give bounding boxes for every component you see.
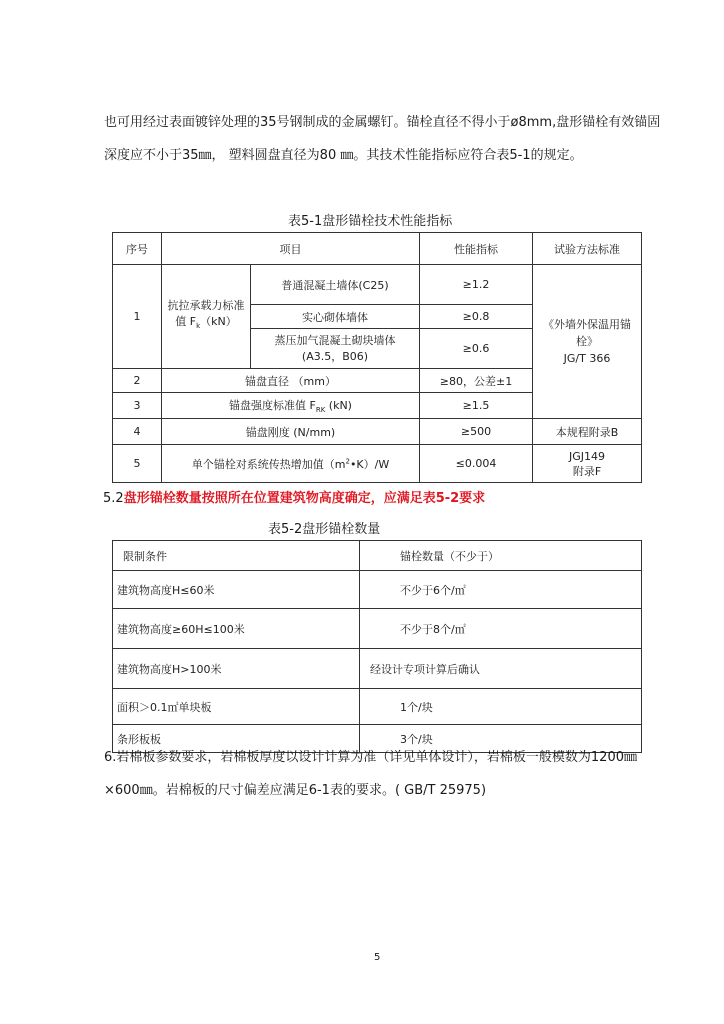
row1-subrow-value: ≥0.6 — [420, 329, 533, 369]
row1-label: 抗拉承载力标准值 $F_k(kN)$ — [162, 265, 251, 369]
count-cell: 不少于8个/㎡ — [360, 609, 642, 649]
table-row — [113, 571, 642, 609]
count-cell: 3个/块 — [360, 725, 642, 753]
table1-caption: 表5-1盘形锚栓技术性能指标 — [288, 214, 453, 229]
condition-cell: 建筑物高度H≤60米 — [113, 571, 360, 609]
header-item: 项目 — [162, 233, 420, 265]
anchor-performance-table — [112, 232, 642, 483]
row5-name: 单个锚栓对系统传热增加值$(m^2•K)/W$ — [162, 445, 420, 483]
header-no: 序号 — [113, 233, 162, 265]
row1-subrow-value: ≥0.8 — [420, 305, 533, 329]
section-5-2-heading: 5.2盘形锚栓数量按照所在位置建筑物高度确定，应满足表5-2要求 — [103, 491, 486, 506]
row1-subrow-name: 实心砌体墙体 — [251, 305, 420, 329]
row1-subrow-name: 普通混凝土墙体(C25) — [251, 265, 420, 305]
row1-subrow-value: ≥1.2 — [420, 265, 533, 305]
count-cell: 1个/块 — [360, 689, 642, 725]
row5-method: JGJ149 附录F — [533, 445, 642, 483]
row1-subrow-name: 蒸压加气混凝土砌块墙体 (A3.5，B06) — [251, 329, 420, 369]
header-indicator: 性能指标 — [420, 233, 533, 265]
count-cell: 不少于6个/㎡ — [360, 571, 642, 609]
row2-no: 2 — [113, 369, 162, 393]
condition-cell: 面积＞0.1㎡单块板 — [113, 689, 360, 725]
anchor-count-table — [112, 540, 642, 753]
table2-caption: 表5-2盘形锚栓数量 — [268, 522, 381, 537]
row2-name: 锚盘直径 （mm） — [162, 369, 420, 393]
table-row — [113, 649, 642, 689]
row4-method: 本规程附录B — [533, 419, 642, 445]
row4-no: 4 — [113, 419, 162, 445]
row4-name: 锚盘刚度 (N/mm) — [162, 419, 420, 445]
condition-cell: 建筑物高度H>100米 — [113, 649, 360, 689]
count-cell: 经设计专项计算后确认 — [360, 649, 642, 689]
header-method: 试验方法标准 — [533, 233, 642, 265]
section-6-paragraph: 6.岩棉板参数要求，岩棉板厚度以设计计算为准（详见单体设计），岩棉板一般模数为1200㎜×600㎜。岩棉板的尺寸偏差应满足6-1表的要求。( GB/T 25975) — [104, 750, 637, 798]
table-row — [113, 689, 642, 725]
row3-no: 3 — [113, 393, 162, 419]
intro-paragraph: 也可用经过表面镀锌处理的35号钢制成的金属螺钉。锚栓直径不得小于ø8mm,盘形锚栓有效锚固深度应不小于35㎜， 塑料圆盘直径为80 ㎜。其技术性能指标应符合表5-1的规定。 — [104, 115, 661, 163]
table-row — [113, 445, 642, 483]
table-row — [113, 265, 642, 305]
header-count: 锚栓数量（不少于） — [360, 541, 642, 571]
row5-no: 5 — [113, 445, 162, 483]
row2-value: ≥80，公差±1 — [420, 369, 533, 393]
page-number: 5 — [374, 952, 381, 963]
row4-value: ≥500 — [420, 419, 533, 445]
table-header-row — [113, 233, 642, 265]
table-header-row — [113, 541, 642, 571]
row3-value: ≥1.5 — [420, 393, 533, 419]
table-row — [113, 419, 642, 445]
method-merged: 《外墙外保温用锚栓》 JG/T 366 — [533, 265, 642, 419]
row3-name: 锚盘强度标准值 $F_{RK}$ (kN) — [162, 393, 420, 419]
condition-cell: 建筑物高度≥60H≤100米 — [113, 609, 360, 649]
row5-value: ≤0.004 — [420, 445, 533, 483]
row1-no: 1 — [113, 265, 162, 369]
condition-cell: 条形板板 — [113, 725, 360, 753]
header-condition: 限制条件 — [113, 541, 360, 571]
table-row — [113, 609, 642, 649]
